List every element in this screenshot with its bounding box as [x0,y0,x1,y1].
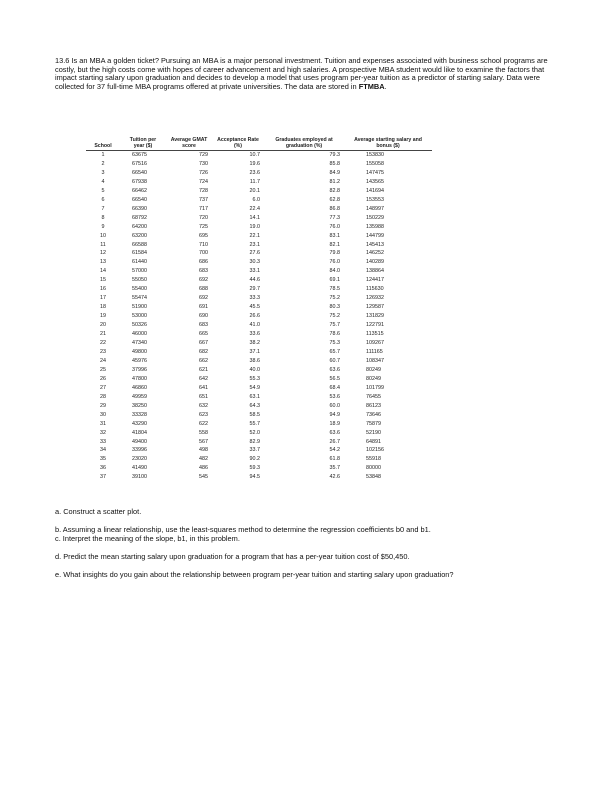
table-row [86,258,432,267]
table-cell: 75.2 [329,295,340,302]
table-cell: 545 [199,474,208,481]
table-row [86,402,432,411]
table-cell: 16 [100,286,106,293]
table-cell: 23.6 [249,169,260,176]
table-row [86,420,432,429]
table-cell: 75.7 [329,322,340,329]
table-cell: 63675 [132,152,147,158]
table-cell: 150229 [366,214,384,221]
table-cell: 80249 [366,375,381,382]
table-cell: 683 [199,322,208,329]
table-cell: 52.0 [249,429,260,436]
table-cell: 33996 [132,447,147,454]
table-cell: 60.0 [329,402,340,409]
table-cell: 94.5 [249,474,260,481]
table-cell: 38.2 [249,340,260,347]
table-cell: 19 [100,313,106,320]
table-cell: 6 [101,196,105,203]
table-cell: 10 [100,232,106,239]
table-cell: 567 [199,438,208,445]
table-row [86,276,432,285]
table-cell: 66540 [132,169,147,176]
header-salary: Average starting salary and bonus ($) [344,137,432,151]
table-cell: 66588 [132,241,147,248]
table-cell: 86123 [366,402,381,409]
table-cell: 690 [199,313,208,320]
table-cell: 64200 [132,223,147,230]
table-cell: 86.8 [329,205,340,212]
table-row [86,384,432,393]
table-cell: 1 [101,152,105,158]
question-b: b. Assuming a linear relationship, use the least-squares method to determine the regression coefficients b0 and b1. [55,525,431,534]
table-cell: 53848 [366,474,381,481]
table-row [86,446,432,455]
table-row [86,178,432,187]
question-c: c. Interpret the meaning of the slope, b1, in this problem. [55,534,240,543]
table-cell: 41490 [132,465,147,472]
table-cell: 148997 [366,205,384,212]
table-cell: 44.6 [249,277,260,284]
table-row [86,357,432,366]
table-cell: 729 [199,152,208,158]
table-cell: 695 [199,232,208,239]
table-cell: 18 [100,304,106,311]
table-cell: 40.0 [249,366,260,373]
table-cell: 622 [199,420,208,427]
table-cell: 61.8 [329,456,340,463]
table-cell: 55400 [132,286,147,293]
table-cell: 82.1 [329,241,340,248]
table-cell: 725 [199,223,208,230]
table-cell: 27.6 [249,250,260,257]
table-cell: 57000 [132,268,147,275]
table-cell: 54.2 [329,447,340,454]
table-cell: 724 [199,178,208,185]
table-cell: 5 [101,187,105,194]
table-cell: 82.8 [329,187,340,194]
table-cell: 23.1 [249,241,260,248]
table-cell: 68792 [132,214,147,221]
table-cell: 76.0 [329,223,340,230]
header-acceptance: Acceptance Rate (%) [212,137,264,151]
table-cell: 39100 [132,474,147,481]
table-cell: 23020 [132,456,147,463]
table-cell: 63.1 [249,393,260,400]
table-cell: 30 [100,411,106,418]
table-cell: 632 [199,402,208,409]
table-cell: 56.5 [329,375,340,382]
table-cell: 64891 [366,438,381,445]
table-cell: 35 [100,456,106,463]
table-cell: 68.4 [329,384,340,391]
table-cell: 37 [100,474,106,481]
table-cell: 80249 [366,366,381,373]
table-row [86,169,432,178]
table-cell: 78.5 [329,286,340,293]
table-cell: 4 [101,178,105,185]
table-cell: 55.7 [249,420,260,427]
table-cell: 122791 [366,322,384,329]
table-row [86,249,432,258]
table-row [86,267,432,276]
table-cell: 33328 [132,411,147,418]
table-cell: 59.3 [249,465,260,472]
table-cell: 717 [199,205,208,212]
table-cell: 51900 [132,304,147,311]
table-row [86,330,432,339]
table-cell: 102156 [366,447,384,454]
table-body [86,151,432,483]
table-cell: 17 [100,295,106,302]
table-row [86,429,432,438]
table-cell: 55474 [132,295,147,302]
table-cell: 9 [101,223,105,230]
table-cell: 155058 [366,160,384,167]
table-cell: 691 [199,304,208,311]
table-cell: 145413 [366,241,384,248]
table-cell: 27 [100,384,106,391]
table-cell: 35.7 [329,465,340,472]
table-cell: 482 [199,456,208,463]
table-row [86,187,432,196]
table-cell: 55.3 [249,375,260,382]
table-cell: 46000 [132,331,147,338]
table-cell: 621 [199,366,208,373]
table-cell: 76455 [366,393,381,400]
table-cell: 143565 [366,178,384,185]
table-cell: 63.6 [329,429,340,436]
table-cell: 85.8 [329,160,340,167]
table-cell: 737 [199,196,208,203]
table-header-row [86,137,432,151]
questions [55,507,575,579]
table-cell: 26.6 [249,313,260,320]
table-cell: 108347 [366,357,384,364]
table-row [86,232,432,241]
table-cell: 77.3 [329,214,340,221]
table-cell: 3 [101,169,105,176]
table-cell: 692 [199,277,208,284]
table-row [86,294,432,303]
table-cell: 90.2 [249,456,260,463]
table-cell: 13 [100,259,106,266]
table-cell: 64.3 [249,402,260,409]
table-cell: 61584 [132,250,147,257]
table-cell: 66462 [132,187,147,194]
table-cell: 26 [100,375,106,382]
table-cell: 33.3 [249,295,260,302]
table-cell: 80000 [366,465,381,472]
table-cell: 730 [199,160,208,167]
table-cell: 63.6 [329,366,340,373]
table-cell: 141694 [366,187,384,194]
intro-text: 13.6 Is an MBA a golden ticket? Pursuing an MBA is a major personal investment. Tuition and expenses associated with business school programs are costly, but the high costs come with hopes of career advancement and high salaries. A prospective MBA student would like to examine the factors that impact starting salary upon graduation and decides to develop a model that uses program per-year tuition as a predictor of starting salary. Data were collected for 37 full-time MBA programs offered at private universities. The data are stored in [55,56,548,91]
table-cell: 498 [199,447,208,454]
header-school: School [86,137,120,151]
table-cell: 41804 [132,429,147,436]
table-cell: 651 [199,393,208,400]
table-row [86,214,432,223]
table-cell: 26.7 [329,438,340,445]
table-row [86,312,432,321]
question-e: e. What insights do you gain about the relationship between program per-year tuition and starting salary upon graduation? [55,570,454,579]
table-cell: 11.7 [249,178,260,185]
table-cell: 66390 [132,205,147,212]
mba-data-table [86,137,432,482]
table-cell: 65.7 [329,348,340,355]
table-cell: 15 [100,277,106,284]
table-cell: 33.7 [249,447,260,454]
table-row [86,348,432,357]
table-cell: 47800 [132,375,147,382]
header-gmat: Average GMAT score [166,137,212,151]
table-cell: 153830 [366,152,384,158]
table-cell: 45.5 [249,304,260,311]
table-cell: 140289 [366,259,384,266]
table-row [86,205,432,214]
table-cell: 84.0 [329,268,340,275]
table-row [86,241,432,250]
table-cell: 14 [100,268,106,275]
table-cell: 558 [199,429,208,436]
table-cell: 710 [199,241,208,248]
table-cell: 144799 [366,232,384,239]
table-cell: 667 [199,340,208,347]
table-cell: 81.2 [329,178,340,185]
table-cell: 38250 [132,402,147,409]
table-cell: 101799 [366,384,384,391]
question-d: d. Predict the mean starting salary upon graduation for a program that has a per-year tuition cost of $50,450. [55,552,410,561]
table-cell: 53.6 [329,393,340,400]
table-cell: 58.5 [249,411,260,418]
table-cell: 28 [100,393,106,400]
table-row [86,160,432,169]
table-cell: 79.8 [329,250,340,257]
table-cell: 2 [101,160,105,167]
table-cell: 641 [199,384,208,391]
table-cell: 20.1 [249,187,260,194]
table-cell: 486 [199,465,208,472]
table-row [86,321,432,330]
table-cell: 33.6 [249,331,260,338]
table-cell: 52190 [366,429,381,436]
table-row [86,285,432,294]
table-row [86,464,432,473]
table-cell: 32 [100,429,106,436]
table-cell: 22 [100,340,106,347]
table-cell: 83.1 [329,232,340,239]
table-cell: 10.7 [249,152,260,158]
table-cell: 131829 [366,313,384,320]
table-cell: 23 [100,348,106,355]
table-cell: 55918 [366,456,381,463]
table-cell: 66540 [132,196,147,203]
problem-intro [55,57,555,91]
table-cell: 124417 [366,277,384,284]
table-cell: 63200 [132,232,147,239]
table-row [86,303,432,312]
table-cell: 73646 [366,411,381,418]
table-cell: 642 [199,375,208,382]
table-cell: 29 [100,402,106,409]
table-cell: 135988 [366,223,384,230]
table-cell: 69.1 [329,277,340,284]
table-row [86,473,432,482]
table-cell: 36 [100,465,106,472]
table-cell: 688 [199,286,208,293]
table-cell: 37996 [132,366,147,373]
table-row [86,196,432,205]
table-cell: 49800 [132,348,147,355]
table-cell: 147475 [366,169,384,176]
table-cell: 115630 [366,286,384,293]
table-row [86,455,432,464]
table-cell: 79.3 [329,152,340,158]
table-cell: 76.0 [329,259,340,266]
question-a: a. Construct a scatter plot. [55,507,142,516]
table-cell: 19.6 [249,160,260,167]
table-cell: 692 [199,295,208,302]
header-tuition: Tuition per year ($) [120,137,166,151]
table-cell: 665 [199,331,208,338]
table-cell: 6.0 [252,196,260,203]
table-cell: 41.0 [249,322,260,329]
table-cell: 84.9 [329,169,340,176]
table-row [86,375,432,384]
table-row [86,151,432,160]
table-cell: 75.3 [329,340,340,347]
table-row [86,223,432,232]
table-cell: 20 [100,322,106,329]
table-cell: 33 [100,438,106,445]
table-cell: 43290 [132,420,147,427]
table-cell: 67516 [132,160,147,167]
table-cell: 55050 [132,277,147,284]
table-cell: 60.7 [329,357,340,364]
table-cell: 728 [199,187,208,194]
table-cell: 720 [199,214,208,221]
table-cell: 78.6 [329,331,340,338]
table-cell: 623 [199,411,208,418]
table-cell: 700 [199,250,208,257]
table-cell: 19.0 [249,223,260,230]
dataset-name: FTMBA [358,81,385,91]
table-cell: 22.4 [249,205,260,212]
table-cell: 24 [100,357,106,364]
table-cell: 686 [199,259,208,266]
table-cell: 54.9 [249,384,260,391]
table-cell: 49400 [132,438,147,445]
table-cell: 94.9 [329,411,340,418]
table-row [86,393,432,402]
table-cell: 53000 [132,313,147,320]
intro-period: . [384,81,387,91]
table-cell: 113515 [366,331,384,338]
table-cell: 37.1 [249,348,260,355]
table-row [86,411,432,420]
table-cell: 126932 [366,295,384,302]
header-employed: Graduates employed at graduation (%) [264,137,344,151]
table-row [86,339,432,348]
table-cell: 109267 [366,340,384,347]
table-cell: 45976 [132,357,147,364]
table-cell: 34 [100,447,106,454]
table-cell: 29.7 [249,286,260,293]
table-cell: 47340 [132,340,147,347]
table-cell: 30.3 [249,259,260,266]
table-cell: 50326 [132,322,147,329]
table-cell: 61440 [132,259,147,266]
table-row [86,366,432,375]
table-cell: 62.8 [329,196,340,203]
table-cell: 82.9 [249,438,260,445]
table-cell: 682 [199,348,208,355]
table-cell: 138864 [366,268,384,275]
table-cell: 42.6 [329,474,340,481]
table-cell: 683 [199,268,208,275]
table-cell: 75879 [366,420,381,427]
table-cell: 25 [100,366,106,373]
table-cell: 18.9 [329,420,340,427]
table-cell: 7 [101,205,105,212]
table-cell: 12 [100,250,106,257]
table-cell: 14.1 [249,214,260,221]
table-cell: 726 [199,169,208,176]
table-cell: 22.1 [249,232,260,239]
table-cell: 75.2 [329,313,340,320]
table-cell: 49959 [132,393,147,400]
table-cell: 31 [100,420,106,427]
table-cell: 80.3 [329,304,340,311]
table-row [86,438,432,447]
table-cell: 11 [100,241,106,248]
table-cell: 21 [100,331,106,338]
table-cell: 46860 [132,384,147,391]
table-cell: 153553 [366,196,384,203]
table-cell: 67938 [132,178,147,185]
table-cell: 111165 [366,348,383,355]
table-cell: 662 [199,357,208,364]
table-cell: 33.1 [249,268,260,275]
table-cell: 129587 [366,304,384,311]
table-cell: 146252 [366,250,384,257]
table-cell: 8 [101,214,105,221]
table-cell: 38.6 [249,357,260,364]
